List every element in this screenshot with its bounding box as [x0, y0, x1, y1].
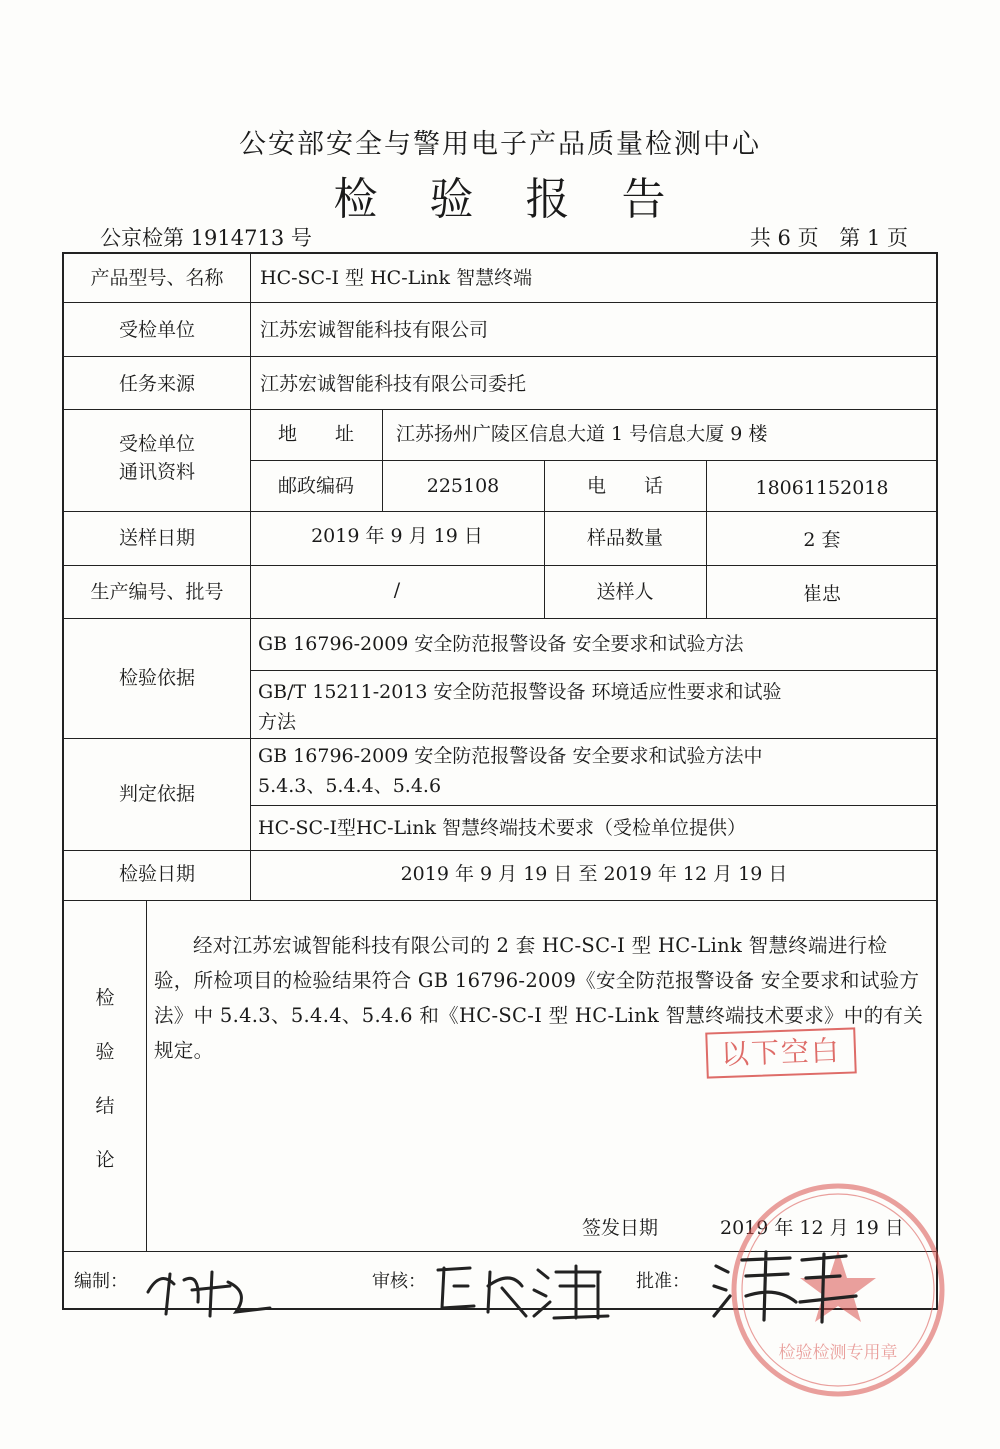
issue-date-value: 2019 年 12 月 19 日 — [720, 1217, 904, 1239]
blank-below-stamp: 以下空白 — [705, 1027, 857, 1078]
phone-value: 18061152018 — [755, 477, 889, 499]
postcode-label: 邮政编码 — [277, 475, 354, 497]
basis-standard-1: GB 16796-2009 安全防范报警设备 安全要求和试验方法 — [258, 633, 744, 655]
report-title — [0, 163, 1000, 227]
total-pages: 共 6 页 — [749, 226, 819, 250]
issue-date-label: 签发日期 — [582, 1217, 659, 1239]
judge-standard-2: HC-SC-I型HC-Link 智慧终端技术要求（受检单位提供） — [258, 817, 747, 839]
compiled-label: 编制： — [74, 1271, 128, 1292]
contact-label-line2: 通讯资料 — [118, 461, 195, 483]
approver-signature — [706, 1246, 866, 1326]
inspected-unit-value: 江苏宏诚智能科技有限公司 — [260, 319, 489, 341]
compiler-signature — [140, 1262, 280, 1322]
test-date-value: 2019 年 9 月 19 日 至 2019 年 12 月 19 日 — [400, 863, 788, 885]
conclusion-label-char: 检 — [95, 987, 115, 1009]
page-info — [736, 222, 908, 252]
basis-label: 检验依据 — [118, 667, 195, 689]
postcode-value: 225108 — [426, 475, 500, 497]
sample-qty-label: 样品数量 — [586, 527, 663, 549]
task-source-value: 江苏宏诚智能科技有限公司委托 — [260, 373, 527, 395]
report-title-char: 告 — [621, 174, 667, 225]
send-date-value: 2019 年 9 月 19 日 — [311, 525, 483, 547]
batch-value: / — [393, 579, 401, 601]
sender-value: 崔忠 — [802, 583, 841, 605]
product-label: 产品型号、名称 — [90, 267, 224, 289]
review-label: 审核： — [372, 1271, 426, 1292]
contact-label-line1: 受检单位 — [118, 433, 195, 455]
conclusion-label-char: 结 — [95, 1095, 115, 1117]
judge-standard-1-line1: GB 16796-2009 安全防范报警设备 安全要求和试验方法中 — [258, 745, 763, 767]
task-source-label: 任务来源 — [118, 373, 195, 395]
address-label: 地 址 — [277, 423, 354, 445]
sample-qty-value: 2 套 — [803, 529, 841, 551]
inspected-unit-label: 受检单位 — [118, 319, 195, 341]
approve-label: 批准： — [636, 1271, 690, 1292]
seal-bottom-text: 检验检测专用章 — [778, 1343, 898, 1363]
basis-standard-2-line1: GB/T 15211-2013 安全防范报警设备 环境适应性要求和试验 — [258, 681, 782, 703]
sender-label: 送样人 — [596, 581, 654, 603]
page-number: 第 1 页 — [839, 226, 908, 250]
conclusion-label-char: 验 — [95, 1041, 115, 1063]
report-title-char: 检 — [333, 174, 379, 225]
batch-label: 生产编号、批号 — [90, 581, 224, 603]
product-value: HC-SC-I 型 HC-Link 智慧终端 — [260, 267, 533, 289]
judge-standard-1-line2: 5.4.3、5.4.4、5.4.6 — [258, 775, 442, 797]
phone-label: 电 话 — [586, 475, 663, 497]
judge-label: 判定依据 — [118, 783, 195, 805]
conclusion-label-char: 论 — [95, 1149, 115, 1171]
org-title: 公安部安全与警用电子产品质量检测中心 — [239, 129, 761, 160]
conclusion-text: 经对江苏宏诚智能科技有限公司的 2 套 HC-SC-I 型 HC-Link 智慧终端进行检验，所检项目的检验结果符合 GB 16796-2009《安全防范报警设备 安全要求和试验方法》中 5.4.3、5.4.4、5.4.6 和《HC-SC-I 型 HC-Link 智慧终端技术要求》中的有关规定。 — [154, 934, 924, 1062]
send-date-label: 送样日期 — [118, 527, 195, 549]
reviewer-signature — [430, 1256, 620, 1328]
test-date-label: 检验日期 — [118, 863, 195, 885]
address-value: 江苏扬州广陵区信息大道 1 号信息大厦 9 楼 — [396, 423, 768, 445]
report-table — [62, 252, 938, 1310]
report-title-char: 验 — [429, 174, 475, 225]
basis-standard-2-line2: 方法 — [258, 711, 297, 733]
report-title-char: 报 — [525, 174, 571, 225]
report-number: 公京检第 1914713 号 — [100, 226, 312, 250]
